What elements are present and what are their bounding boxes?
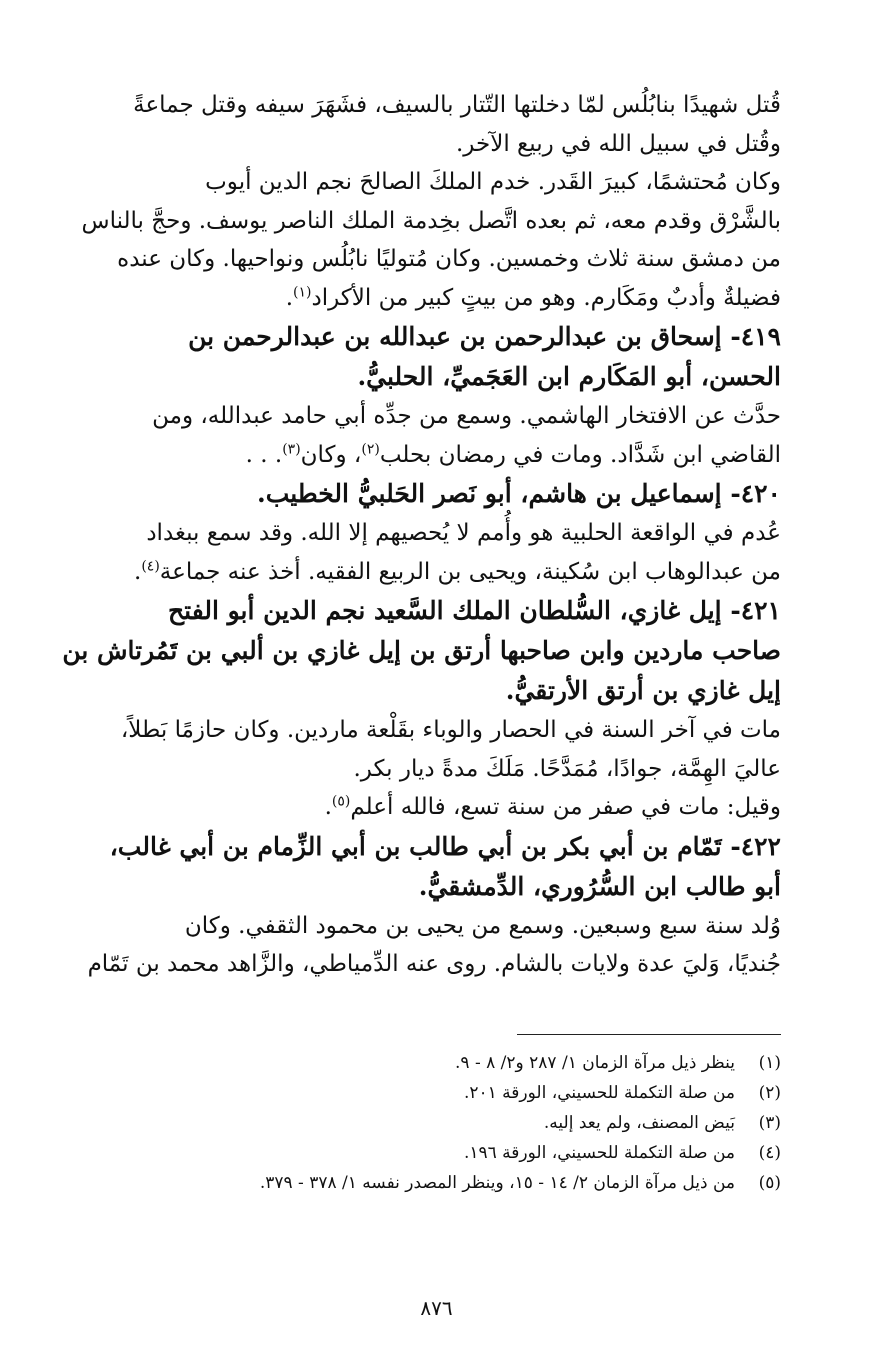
text-line: حدَّث عن الافتخار الهاشمي. وسمع من جدِّه أبي حامد عبدالله، ومن: [152, 403, 781, 429]
footnote-number: (٤): [758, 1143, 781, 1163]
footnote-number: (٣): [758, 1113, 781, 1133]
page-number: ٨٧٦: [420, 1296, 453, 1320]
text-line: .: [324, 794, 332, 820]
footnote-number: (١): [758, 1053, 781, 1073]
entry-420: [43, 474, 781, 591]
text-line: عاليَ الهِمَّة، جوادًا، مُمَدَّحًا. مَلَكَ مدةً ديار بكر.: [353, 755, 781, 782]
text-line: بالشَّرْق وقدم معه، ثم بعده اتَّصل بخِدمة الملك الناصر يوسف. وحجَّ بالناس: [81, 207, 781, 234]
footnote-number: (٢): [758, 1083, 781, 1103]
heading-line: ٤٢١- إيل غازي، السُّلطان الملك السَّعيد نجم الدين أبو الفتح: [168, 596, 781, 625]
entry-422: [43, 827, 781, 984]
text-line: قُتل شهيدًا بنابُلُس لمّا دخلتها التّتار بالسيف، فشَهَرَ سيفه وقتل جماعةً: [133, 92, 781, 118]
text-line: وكان مُحتشمًا، كبيرَ القَدر. خدم الملكَ الصالحَ نجم الدين أيوب: [205, 169, 781, 195]
text-line: فضيلةٌ وأدبٌ ومَكَارم. وهو من بيتٍ كبير من الأكراد: [311, 284, 781, 311]
paragraph: [43, 514, 781, 591]
footnote-divider: [517, 1034, 781, 1035]
footnote-item: [43, 1078, 781, 1108]
text-line: وقيل: مات في صفر من سنة تسع، فالله أعلم: [350, 794, 781, 820]
footnote-item: [43, 1168, 781, 1198]
footnote-ref[interactable]: (٢): [361, 440, 380, 457]
footnote-text: من ذيل مرآة الزمان ٢/ ١٤ - ١٥، وينظر المصدر نفسه ١/ ٣٧٨ - ٣٧٩.: [259, 1173, 735, 1193]
entry-heading: [43, 474, 781, 514]
footnote-ref[interactable]: (١): [293, 283, 312, 300]
paragraph: [43, 907, 781, 984]
heading-line: إيل غازي بن أرتق الأرتقيُّ.: [505, 676, 781, 705]
text-line: مات في آخر السنة في الحصار والوباء بقَلْعة ماردين. وكان حازمًا بَطلاً،: [120, 717, 781, 743]
entry-421: [43, 591, 781, 827]
paragraph: [43, 86, 781, 163]
heading-line: أبو طالب ابن السُّرُوري، الدِّمشقيُّ.: [418, 871, 781, 901]
main-text: [43, 86, 781, 984]
footnote-item: [43, 1138, 781, 1168]
footnote-text: بَيض المصنف، ولم يعد إليه.: [543, 1113, 735, 1133]
text-line: وُلد سنة سبع وسبعين. وسمع من يحيى بن محمود الثقفي. وكان: [184, 912, 781, 939]
text-line: . . .: [245, 441, 283, 468]
text-line: وقُتل في سبيل الله في ربيع الآخر.: [456, 130, 781, 157]
heading-line: صاحب ماردين وابن صاحبها أرتق بن إيل غازي بن ألبي بن تَمُرتاش بن: [62, 636, 781, 665]
footnote-item: [43, 1108, 781, 1138]
footnote-number: (٥): [758, 1173, 781, 1193]
text-line: القاضي ابن شَدَّاد. ومات في رمضان بحلب: [379, 441, 781, 468]
text-line: ، وكان: [300, 441, 362, 468]
text-line: من عبدالوهاب ابن سُكينة، ويحيى بن الربيع الفقيه. أخذ عنه جماعة: [159, 558, 781, 585]
footnote-text: ينظر ذيل مرآة الزمان ١/ ٢٨٧ و٢/ ٨ - ٩.: [455, 1053, 735, 1073]
heading-line: ٤١٩- إسحاق بن عبدالرحمن بن عبدالله بن عبدالرحمن بن: [188, 322, 781, 351]
text-line: .: [285, 284, 294, 311]
text-line: جُنديًا، وَليَ عدة ولايات بالشام. روى عنه الدِّمياطي، والزَّاهد محمد بن تَمّام: [87, 951, 781, 977]
heading-line: الحسن، أبو المَكَارم ابن العَجَميِّ، الحلبيُّ.: [357, 362, 781, 391]
footnote-item: [43, 1048, 781, 1078]
footnote-text: من صلة التكملة للحسيني، الورقة ١٩٦.: [463, 1143, 735, 1163]
text-line: .: [134, 558, 142, 585]
footnote-ref[interactable]: (٥): [331, 793, 351, 810]
text-line: عُدم في الواقعة الحلبية هو وأُمم لا يُحصيهم إلا الله. وقد سمع ببغداد: [146, 520, 781, 546]
footnote-ref[interactable]: (٣): [282, 440, 301, 457]
entry-heading: [43, 317, 781, 397]
entry-heading: [43, 827, 781, 907]
heading-line: ٤٢٢- تَمّام بن أبي بكر بن أبي طالب بن أبي الزِّمام بن أبي غالب،: [109, 831, 781, 861]
heading-line: ٤٢٠- إسماعيل بن هاشم، أبو نَصر الحَلبيُّ الخطيب.: [256, 479, 781, 508]
footnotes-list: [43, 1048, 781, 1198]
entry-418-tail: [43, 86, 781, 317]
paragraph: [43, 163, 781, 317]
text-line: من دمشق سنة ثلاث وخمسين. وكان مُتوليًا نابُلُس ونواحيها. وكان عنده: [117, 246, 781, 272]
footnote-text: من صلة التكملة للحسيني، الورقة ٢٠١.: [463, 1083, 735, 1103]
paragraph: [43, 711, 781, 827]
footnote-ref[interactable]: (٤): [141, 557, 160, 574]
entry-heading: [43, 591, 781, 711]
paragraph: [43, 397, 781, 474]
entry-419: [43, 317, 781, 474]
